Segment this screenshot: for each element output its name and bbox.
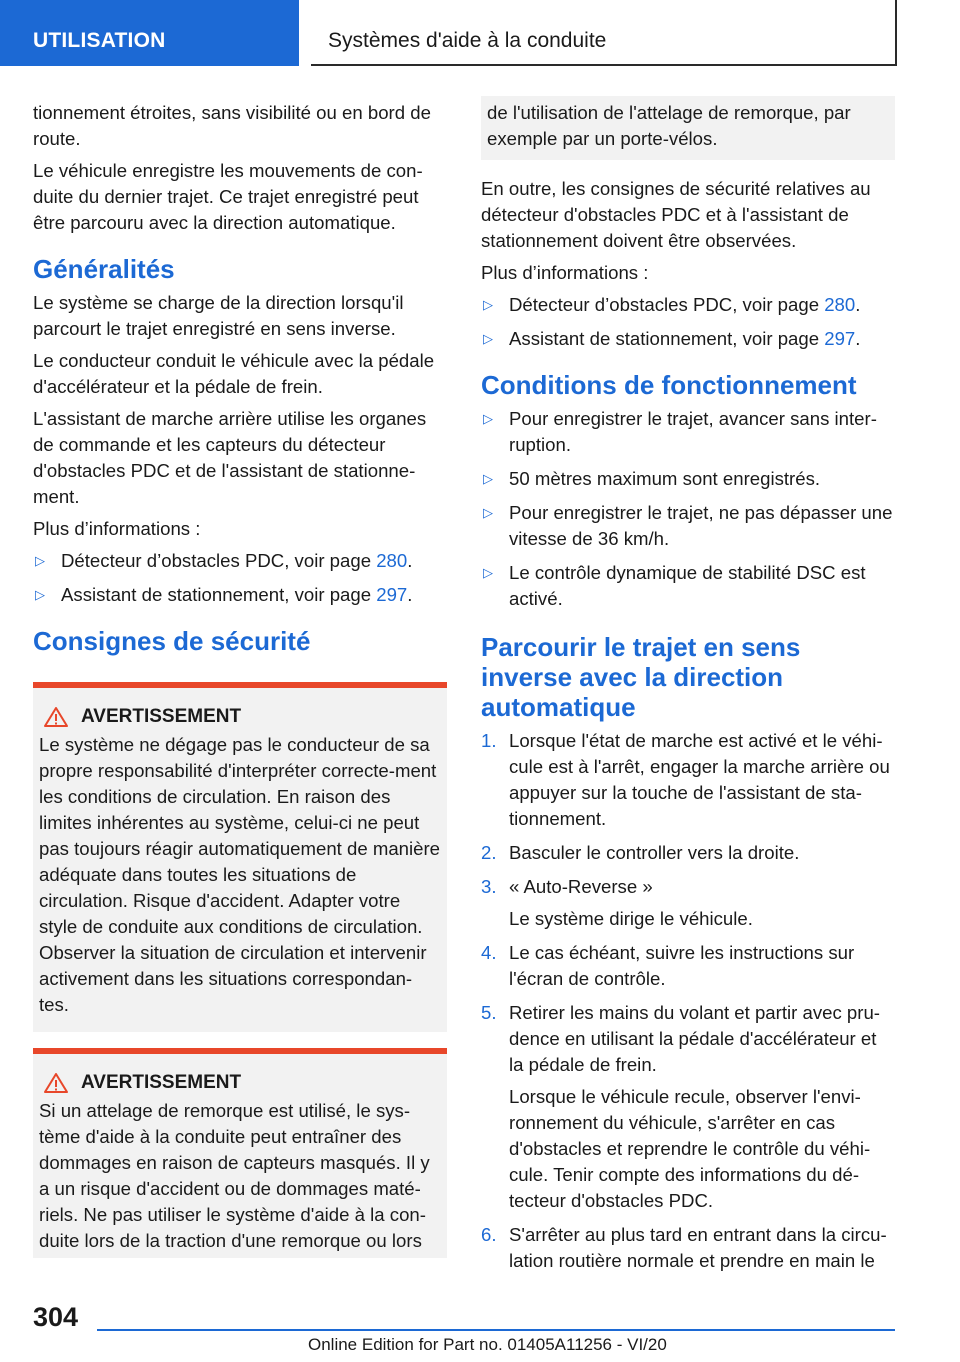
chapter-title: Systèmes d'aide à la conduite [328, 29, 607, 52]
heading-conditions: Conditions de fonctionnement [481, 370, 857, 400]
warning-triangle-icon [43, 706, 69, 728]
warning-triangle-icon [43, 1072, 69, 1094]
triangle-right-icon: ▷ [483, 505, 493, 520]
warning-text: Le système ne dégage pas le conducteur de sa propre responsabilité d'interpréter correcte-ment les conditions de circulation. En raison des limites inhérentes au système, celui-ci ne peut pas toujours réagir automatiquement de manière adéquate dans toutes les situations de circulation. Risque d'accident. Adapter votre style de conduite aux conditions de circulation. Observer la situation de circulation et intervenir activement dans les situations correspondan-tes. [39, 734, 441, 1015]
footer-rule [97, 1329, 895, 1331]
list-item: 6. S'arrêter au plus tard en entrant dans la circu-lation routière normale et prendre en main le [481, 1224, 887, 1271]
list-item: ▷ Assistant de stationnement, voir page 297. [33, 582, 447, 608]
warning-box-2 [33, 1048, 447, 1258]
general-paragraph-2: Le conducteur conduit le véhicule avec la pédale d'accélérateur et la pédale de frein. [33, 350, 435, 397]
page-link-297[interactable]: 297 [376, 584, 408, 605]
general-paragraph-1: Le système se charge de la direction lorsqu'il parcourt le trajet enregistré en sens inverse. [33, 292, 404, 339]
heading-generalites: Généralités [33, 254, 175, 284]
page-link-280[interactable]: 280 [376, 550, 408, 571]
section-title: UTILISATION [33, 29, 166, 52]
heading-parcourir-trajet: Parcourir le trajet en sens inverse avec la direction automatique [481, 632, 801, 722]
intro-paragraph-2: Le véhicule enregistre les mouvements de con-duite du dernier trajet. Ce trajet enregistré peut être parcouru avec la direction automatique. [33, 160, 423, 233]
warning-box-1 [33, 682, 447, 1032]
reference-list [33, 548, 447, 608]
triangle-right-icon: ▷ [35, 553, 45, 568]
triangle-right-icon: ▷ [483, 297, 493, 312]
list-item: 3. « Auto-Reverse » Le système dirige le véhicule. [481, 876, 753, 929]
warning-text: de l'utilisation de l'attelage de remorque, par exemple par un porte-vélos. [487, 102, 851, 149]
chapter-tab [311, 0, 897, 66]
triangle-right-icon: ▷ [483, 331, 493, 346]
warning-label: AVERTISSEMENT [81, 1072, 242, 1093]
list-item: ▷ Le contrôle dynamique de stabilité DSC est activé. [483, 562, 866, 609]
list-item: 4. Le cas échéant, suivre les instructions sur l'écran de contrôle. [481, 942, 855, 989]
reference-list [481, 292, 895, 352]
left-column [33, 100, 447, 1274]
triangle-right-icon: ▷ [483, 411, 493, 426]
list-item: 1. Lorsque l'état de marche est activé et le véhi-cule est à l'arrêt, engager la marche arrière ou appuyer sur la touche de l'assistant de sta-tionnement. [481, 730, 890, 829]
safety-paragraph: En outre, les consignes de sécurité relatives au détecteur d'obstacles PDC et à l'assistant de stationnement doivent être observées. [481, 178, 871, 251]
list-item: ▷ Détecteur d’obstacles PDC, voir page 280. [33, 548, 447, 574]
triangle-right-icon: ▷ [483, 565, 493, 580]
list-item: ▷ Assistant de stationnement, voir page 297. [481, 326, 895, 352]
right-column [481, 100, 895, 1282]
conditions-list [481, 406, 895, 612]
general-paragraph-3: L'assistant de marche arrière utilise les organes de commande et les capteurs du détecteur d'obstacles PDC et de l'assistant de stationne-ment. [33, 408, 427, 507]
intro-paragraph-1: tionnement étroites, sans visibilité ou en bord de route. [33, 102, 431, 149]
edition-text: Online Edition for Part no. 01405A11256 - VI/20 [308, 1335, 667, 1354]
section-tab [0, 0, 299, 66]
page-link-297[interactable]: 297 [824, 328, 856, 349]
warning-text: Si un attelage de remorque est utilisé, le sys-tème d'aide à la conduite peut entraîner des dommages en raison de capteurs masqués. Il y a un risque d'accident ou de dommages maté-riels. Ne pas utiliser le système d'aide à la con-duite lors de la traction d'une remorque ou lors [39, 1100, 430, 1251]
list-item: ▷ Pour enregistrer le trajet, avancer sans inter-ruption. [483, 408, 877, 455]
list-item: ▷ Détecteur d’obstacles PDC, voir page 280. [481, 292, 895, 318]
more-info-label: Plus d’informations : [481, 262, 649, 283]
list-item: ▷ 50 mètres maximum sont enregistrés. [481, 466, 895, 492]
page-number: 304 [33, 1302, 79, 1332]
heading-consignes-securite: Consignes de sécurité [33, 626, 311, 656]
list-item: 2. Basculer le controller vers la droite. [481, 842, 800, 863]
triangle-right-icon: ▷ [483, 471, 493, 486]
page-link-280[interactable]: 280 [824, 294, 856, 315]
more-info-label: Plus d’informations : [33, 518, 201, 539]
page-header [0, 0, 960, 66]
warning-label: AVERTISSEMENT [81, 706, 242, 727]
triangle-right-icon: ▷ [35, 587, 45, 602]
list-item: 5. Retirer les mains du volant et partir avec pru-dence en utilisant la pédale d'accélérateur et la pédale de frein. Lorsque le véhicule recule, observer l'envi-ronnement du véhicule, s'arrêter en cas d'obstacles et reprendre le contrôle du véhi-cule. Tenir compte des informations du dé-tecteur d'obstacles PDC. [481, 1002, 880, 1211]
warning-continuation [481, 96, 895, 160]
list-item: ▷ Pour enregistrer le trajet, ne pas dépasser une vitesse de 36 km/h. [483, 502, 893, 549]
steps-list [481, 728, 895, 1274]
